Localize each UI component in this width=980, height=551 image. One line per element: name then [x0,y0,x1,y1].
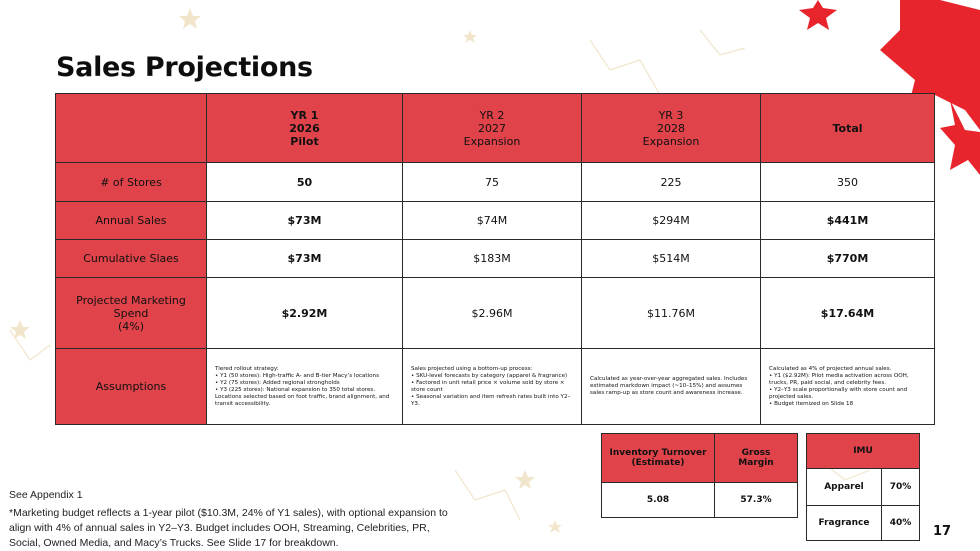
table-row [56,202,935,240]
header-yr1 [207,94,403,163]
table-cell: $73M [207,240,403,278]
gross-margin-header [715,434,798,483]
table-cell: $514M [582,240,761,278]
header-yr3-phase: Expansion [642,134,700,148]
assumption-cell [761,349,935,425]
faint-star-icon [515,470,535,489]
inventory-margin-table [601,433,798,518]
appendix-note: See Appendix 1 [9,489,83,501]
inventory-turnover-value: 5.08 [602,483,715,518]
gross-margin-value: 57.3% [715,483,798,518]
table-header-row [602,434,798,483]
red-star-icon [940,100,980,175]
table-cell: 50 [207,163,403,202]
header-yr3-label: YR 3 [658,108,684,122]
header-yr3-year: 2028 [657,121,685,135]
header-line: Inventory Turnover [609,448,707,458]
footnote: *Marketing budget reflects a 1-year pilot ($10.3M, 24% of Y1 sales), with optional expansion to align with 4% of annual sales in Y2–Y3. Budget includes OOH, Streaming, Celebrities, PR, Social, Owned Media, and Macy’s Trucks. See Slide 17 for breakdown. [9,507,448,549]
table-header-row [56,94,935,163]
header-line: Gross [741,448,771,458]
page-title: Sales Projections [56,52,313,83]
imu-table [806,433,920,541]
header-yr2-year: 2027 [478,121,506,135]
header-yr3 [582,94,761,163]
header-yr2-label: YR 2 [479,108,505,122]
table-cell: $74M [403,202,582,240]
header-yr1-label: YR 1 [290,108,319,122]
page-number: 17 [933,524,952,539]
header-total-label: Total [832,121,863,135]
inventory-turnover-header [602,434,715,483]
row-label: # of Stores [56,163,207,202]
imu-header: IMU [807,434,920,469]
table-cell: 225 [582,163,761,202]
assumption-cell [403,349,582,425]
imu-value: 40% [882,506,920,541]
row-label: Assumptions [56,349,207,425]
assumption-text: Calculated as year-over-year aggregated sales. Includes estimated markdown impact (~10–15%) and assumes sales ramp-up as store count and awareness increase. [590,376,748,396]
table-cell: $294M [582,202,761,240]
faint-star-icon [463,30,477,43]
header-corner [56,94,207,163]
table-cell: 75 [403,163,582,202]
table-row [56,163,935,202]
imu-label: Apparel [807,469,882,506]
table-row [56,278,935,349]
table-cell: $11.76M [582,278,761,349]
header-yr1-phase: Pilot [290,134,319,148]
table-cell: $17.64M [761,278,935,349]
header-yr1-year: 2026 [289,121,320,135]
table-cell: $183M [403,240,582,278]
table-cell: $2.96M [403,278,582,349]
row-label: Annual Sales [56,202,207,240]
header-yr2-phase: Expansion [463,134,521,148]
header-yr2 [403,94,582,163]
faint-star-icon [179,8,201,29]
assumption-text: Tiered rollout strategy: • Y1 (50 stores): High-traffic A- and B-tier Macy’s locations • Y2 (75 stores): Added regional strongholds • Y3 (225 stores): National expansion to 350 total stores. Locations selected based on foot traffic, brand alignment, and transit accessibility. [215,365,390,407]
table-cell: 350 [761,163,935,202]
row-label: Cumulative Slaes [56,240,207,278]
assumption-cell [207,349,403,425]
row-label-line: (4%) [117,319,145,333]
assumption-text: Calculated as 4% of projected annual sales. • Y1 ($2.92M): Pilot media activation across OOH, trucks, PR, paid social, and celebrity fees. • Y2–Y3 scale proportionally with store count and projected sales. • Budget itemized on Slide 18 [769,365,909,407]
imu-value: 70% [882,469,920,506]
imu-label: Fragrance [807,506,882,541]
row-label-line: Spend [113,306,149,320]
table-cell: $73M [207,202,403,240]
table-row [807,469,920,506]
projections-table [55,93,935,425]
table-row [602,483,798,518]
table-row [807,506,920,541]
table-cell: $770M [761,240,935,278]
red-star-icon [799,0,837,30]
assumption-text: Sales projected using a bottom-up process: • SKU-level forecasts by category (apparel & fragrance) • Factored in unit retail price × volume sold by store × store count • Seasonal variation and item refresh rates built into Y2–Y3. [411,365,571,407]
row-label-line: Projected Marketing [76,293,186,307]
header-line: (Estimate) [631,458,685,468]
assumptions-row [56,349,935,425]
table-header-row [807,434,920,469]
table-cell: $441M [761,202,935,240]
header-total [761,94,935,163]
faint-star-icon [10,320,30,339]
faint-star-icon [548,520,562,533]
table-cell: $2.92M [207,278,403,349]
row-label [56,278,207,349]
table-row [56,240,935,278]
assumption-cell [582,349,761,425]
header-line: Margin [738,458,774,468]
